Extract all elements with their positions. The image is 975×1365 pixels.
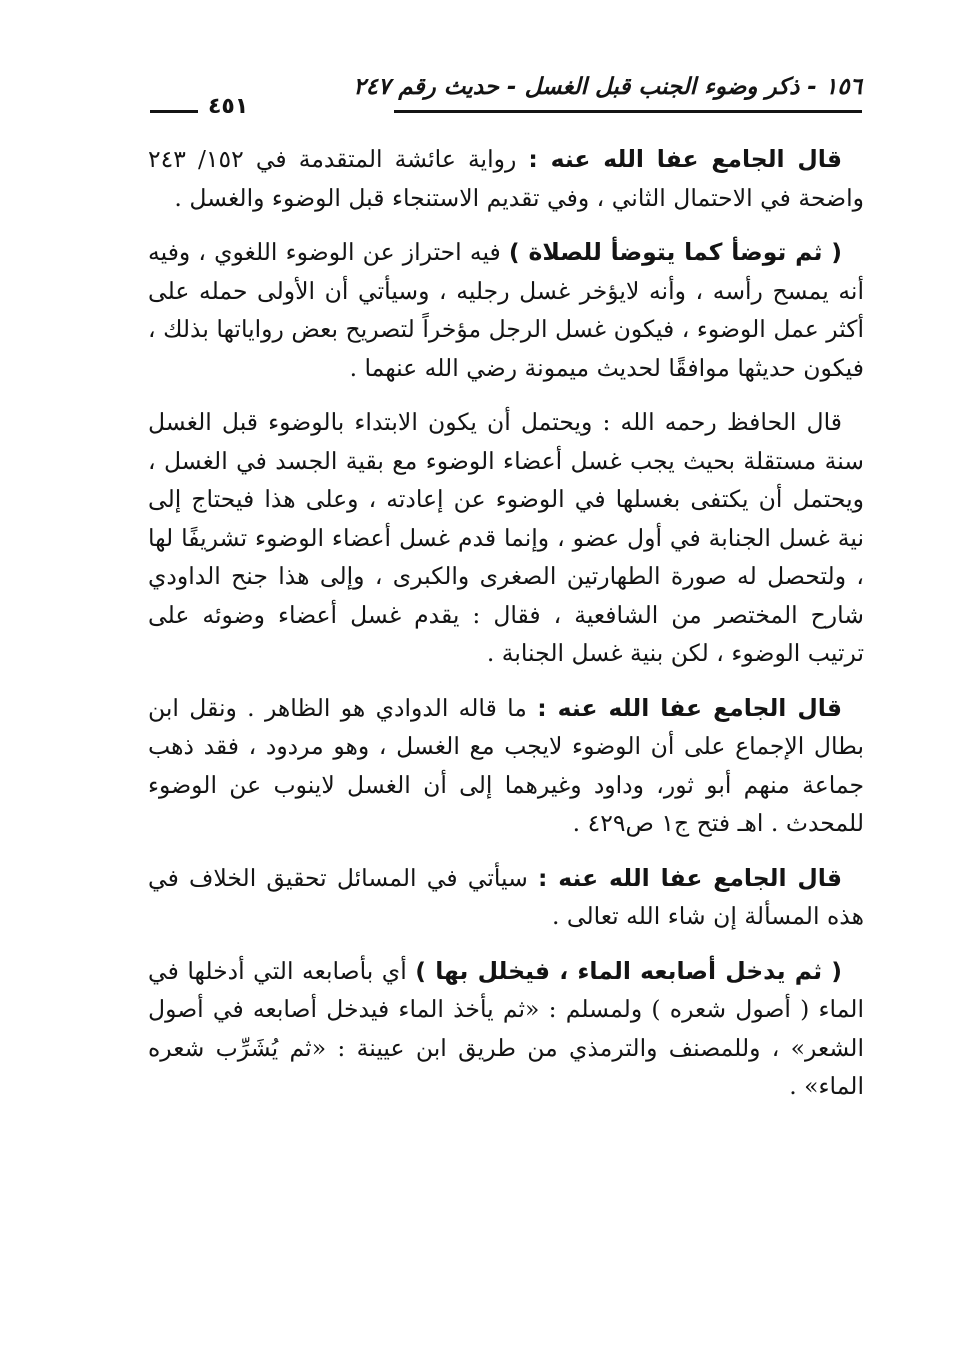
paragraph	[148, 140, 864, 217]
page-number: ٤٥١	[208, 94, 249, 119]
paragraph-text: سيأتي في المسائل تحقيق الخلاف في هذه المسألة إن شاء الله تعالى .	[148, 863, 864, 930]
paragraph	[148, 233, 864, 387]
page-header	[150, 72, 862, 120]
paragraph-lead: قال الجامع عفا الله عنه :	[537, 863, 843, 892]
paragraph	[148, 859, 864, 936]
paragraph-text: رواية عائشة المتقدمة في ١٥٢/ ٢٤٣ واضحة في الاحتمال الثاني ، وفي تقديم الاستنجاء قبل الوضوء والغسل .	[148, 145, 864, 212]
paragraph-lead: قال الجامع عفا الله عنه :	[528, 145, 842, 173]
paragraph	[148, 952, 864, 1106]
paragraph-lead: ( ثم توضأ كما يتوضأ للصلاة )	[508, 238, 842, 266]
paragraph	[148, 403, 864, 673]
paragraph-text: أي بأصابعه التي أدخلها في الماء ( أصول شعره ) ولمسلم : «ثم يأخذ الماء فيدخل أصابعه في أصول الشعر» ، وللمصنف والترمذي من طريق ابن عيينة : «ثم يُشَرِّب شعره الماء» .	[148, 956, 864, 1100]
paragraph-lead: قال الجامع عفا الله عنه :	[537, 693, 842, 722]
running-title: ١٥٦ - ذكر وضوء الجنب قبل الغسل - حديث رقم ٢٤٧	[353, 74, 862, 100]
header-rule-left	[150, 110, 198, 113]
header-rule-right	[394, 110, 862, 113]
paragraph	[148, 689, 864, 843]
paragraph-lead: ( ثم يدخل أصابعه الماء ، فيخلل بها )	[415, 956, 842, 985]
paragraph-text: ما قاله الدوادي هو الظاهر . ونقل ابن بطال الإجماع على أن الوضوء لايجب مع الغسل ، وهو مردود ، فقد ذهب جماعة منهم أبو ثور، وداود وغيرهما إلى أن الغسل لاينوب عن الوضوء للمحدث . اهـ فتح ج١ ص٤٢٩ .	[148, 693, 864, 837]
paragraph-text: قال الحافظ رحمه الله : ويحتمل أن يكون الابتداء بالوضوء قبل الغسل سنة مستقلة بحيث يجب غسل أعضاء الوضوء مع بقية الجسد في الغسل ، ويحتمل أن يكتفى بغسلها في الوضوء عن إعادته ، وعلى هذا فيحتاج إلى نية غسل الجنابة في أول عضو ، وإنما قدم غسل أعضاء الوضوء تشريفًا لها ، ولتحصل له صورة الطهارتين الصغرى والكبرى ، وإلى هذا جنح الداودي شارح المختصر من الشافعية ، فقال : يقدم غسل أعضاء وضوئه على ترتيب الوضوء ، لكن بنية غسل الجنابة .	[148, 408, 864, 667]
paragraph-text: فيه احتراز عن الوضوء اللغوي ، وفيه أنه يمسح رأسه ، وأنه لايؤخر غسل رجليه ، وسيأتي أن الأولى حمله على أكثر عمل الوضوء ، فيكون غسل الرجل مؤخراً لتصريح بعض رواياتها بذلك ، فيكون حديثها موافقًا لحديث ميمونة رضي الله عنهما .	[148, 238, 864, 382]
page-body	[148, 140, 864, 1122]
